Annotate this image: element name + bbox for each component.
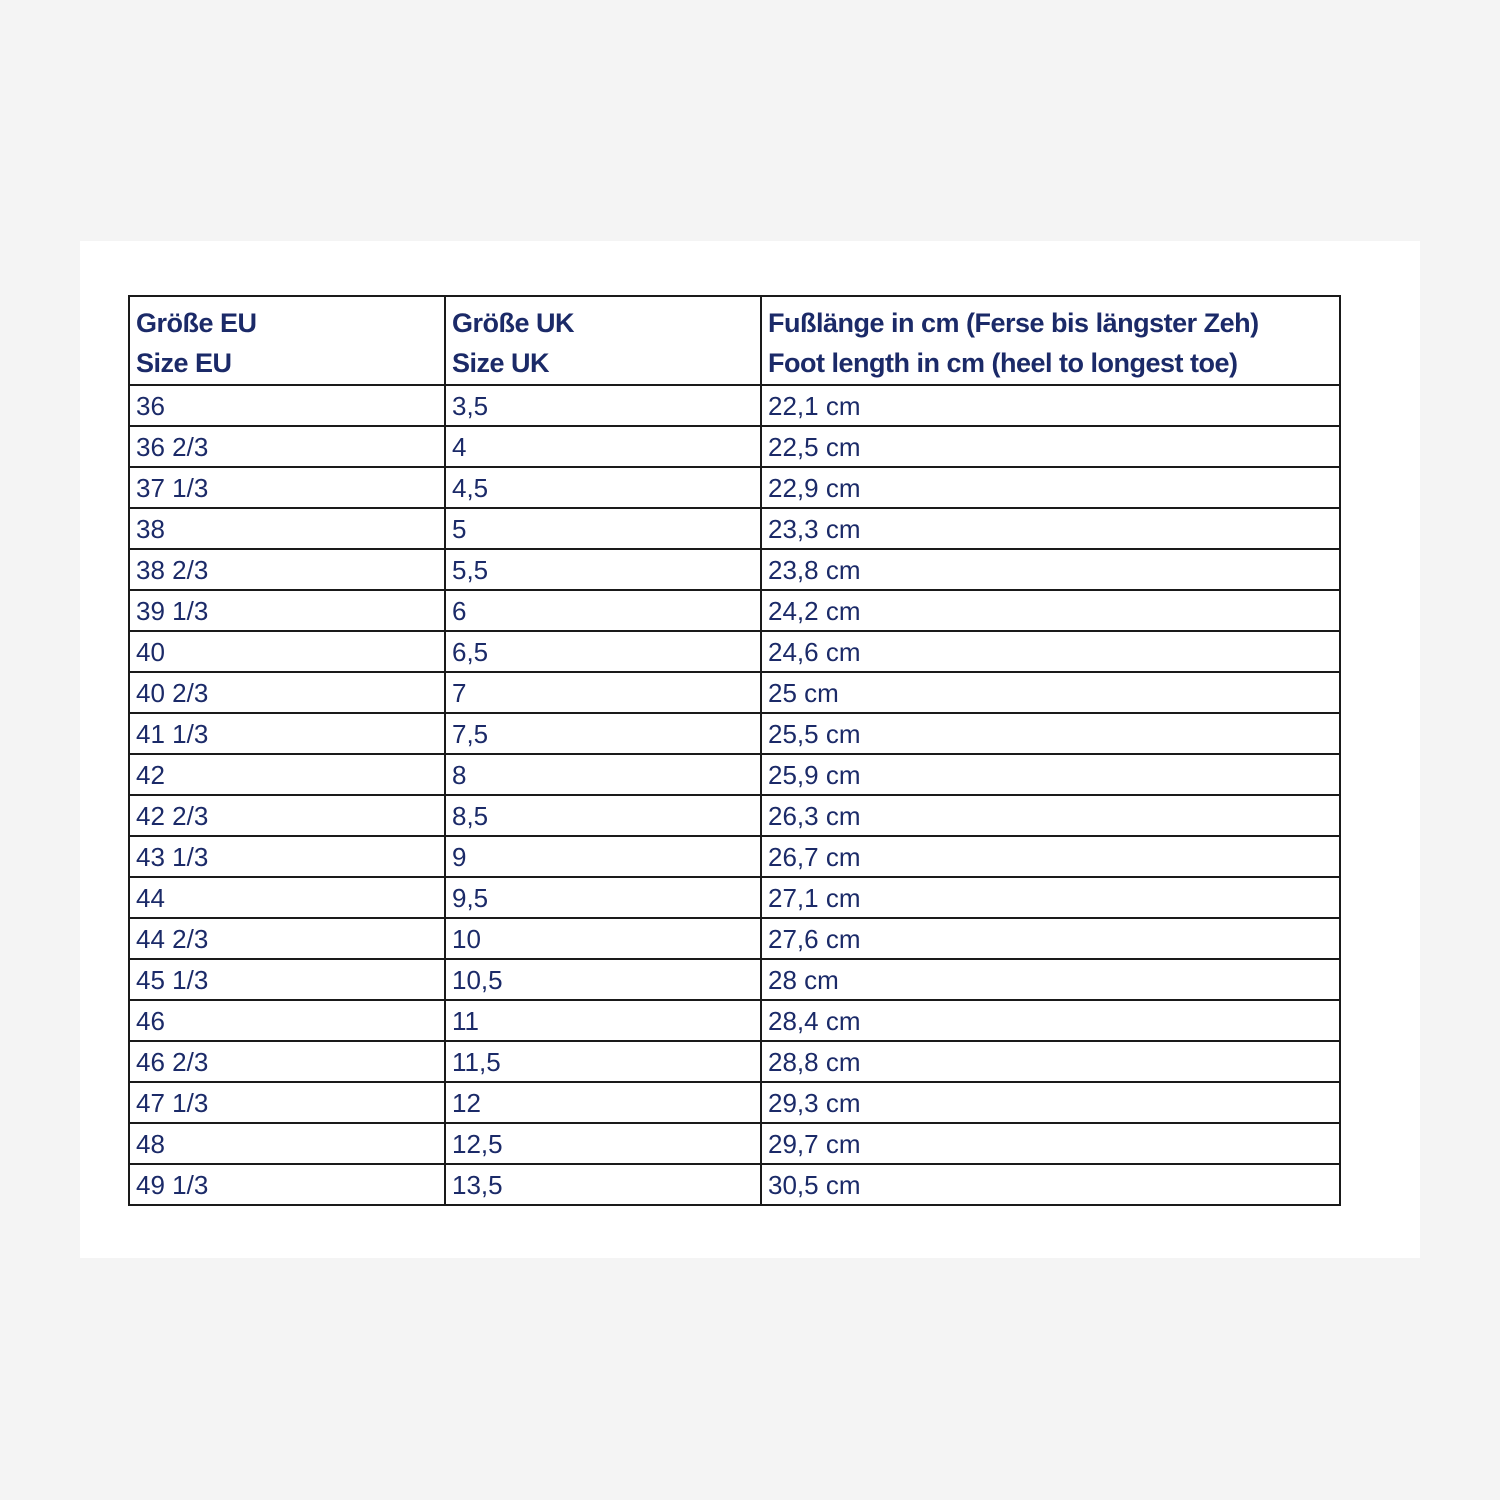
cell-size-eu: 48 bbox=[129, 1123, 445, 1164]
cell-size-uk: 7 bbox=[445, 672, 761, 713]
cell-size-eu: 40 bbox=[129, 631, 445, 672]
cell-size-uk: 10 bbox=[445, 918, 761, 959]
cell-size-eu: 39 1/3 bbox=[129, 590, 445, 631]
header-row bbox=[129, 296, 1340, 385]
cell-foot-length: 22,1 cm bbox=[761, 385, 1340, 426]
table-row bbox=[129, 754, 1340, 795]
header-label-en: Size EU bbox=[136, 347, 232, 378]
table-row bbox=[129, 426, 1340, 467]
table-row bbox=[129, 713, 1340, 754]
cell-size-eu: 44 bbox=[129, 877, 445, 918]
cell-size-uk: 7,5 bbox=[445, 713, 761, 754]
cell-size-eu: 49 1/3 bbox=[129, 1164, 445, 1205]
table-row bbox=[129, 508, 1340, 549]
table-row bbox=[129, 959, 1340, 1000]
cell-foot-length: 22,9 cm bbox=[761, 467, 1340, 508]
cell-size-uk: 3,5 bbox=[445, 385, 761, 426]
table-row bbox=[129, 549, 1340, 590]
header-label-de: Größe EU bbox=[136, 307, 257, 338]
cell-foot-length: 25,9 cm bbox=[761, 754, 1340, 795]
cell-foot-length: 30,5 cm bbox=[761, 1164, 1340, 1205]
cell-size-eu: 36 2/3 bbox=[129, 426, 445, 467]
header-label-en: Size UK bbox=[452, 347, 550, 378]
cell-foot-length: 23,3 cm bbox=[761, 508, 1340, 549]
table-row bbox=[129, 1041, 1340, 1082]
cell-foot-length: 22,5 cm bbox=[761, 426, 1340, 467]
cell-size-eu: 42 bbox=[129, 754, 445, 795]
cell-size-eu: 41 1/3 bbox=[129, 713, 445, 754]
header-label-de: Größe UK bbox=[452, 307, 575, 338]
cell-foot-length: 26,7 cm bbox=[761, 836, 1340, 877]
cell-size-eu: 47 1/3 bbox=[129, 1082, 445, 1123]
cell-size-uk: 11,5 bbox=[445, 1041, 761, 1082]
cell-size-eu: 36 bbox=[129, 385, 445, 426]
cell-foot-length: 28,8 cm bbox=[761, 1041, 1340, 1082]
cell-foot-length: 24,2 cm bbox=[761, 590, 1340, 631]
cell-foot-length: 27,6 cm bbox=[761, 918, 1340, 959]
cell-foot-length: 26,3 cm bbox=[761, 795, 1340, 836]
cell-foot-length: 27,1 cm bbox=[761, 877, 1340, 918]
cell-foot-length: 28,4 cm bbox=[761, 1000, 1340, 1041]
cell-size-uk: 13,5 bbox=[445, 1164, 761, 1205]
table-row bbox=[129, 467, 1340, 508]
table-body bbox=[129, 385, 1340, 1205]
table-row bbox=[129, 385, 1340, 426]
size-chart-table bbox=[128, 295, 1341, 1206]
cell-foot-length: 24,6 cm bbox=[761, 631, 1340, 672]
table-row bbox=[129, 1000, 1340, 1041]
header-label-en: Foot length in cm (heel to longest toe) bbox=[768, 347, 1238, 378]
cell-foot-length: 25 cm bbox=[761, 672, 1340, 713]
header-foot-length bbox=[761, 296, 1340, 385]
cell-size-eu: 40 2/3 bbox=[129, 672, 445, 713]
cell-size-eu: 46 bbox=[129, 1000, 445, 1041]
cell-size-eu: 46 2/3 bbox=[129, 1041, 445, 1082]
cell-size-eu: 38 2/3 bbox=[129, 549, 445, 590]
cell-size-eu: 38 bbox=[129, 508, 445, 549]
cell-size-uk: 8,5 bbox=[445, 795, 761, 836]
cell-size-eu: 45 1/3 bbox=[129, 959, 445, 1000]
cell-size-uk: 9,5 bbox=[445, 877, 761, 918]
cell-size-uk: 6 bbox=[445, 590, 761, 631]
cell-size-uk: 5,5 bbox=[445, 549, 761, 590]
table-row bbox=[129, 877, 1340, 918]
table-row bbox=[129, 1123, 1340, 1164]
cell-foot-length: 23,8 cm bbox=[761, 549, 1340, 590]
cell-size-uk: 8 bbox=[445, 754, 761, 795]
cell-size-eu: 44 2/3 bbox=[129, 918, 445, 959]
cell-size-uk: 12,5 bbox=[445, 1123, 761, 1164]
cell-size-uk: 12 bbox=[445, 1082, 761, 1123]
header-label-de: Fußlänge in cm (Ferse bis längster Zeh) bbox=[768, 307, 1259, 338]
table-row bbox=[129, 1164, 1340, 1205]
cell-foot-length: 29,7 cm bbox=[761, 1123, 1340, 1164]
cell-size-eu: 42 2/3 bbox=[129, 795, 445, 836]
cell-foot-length: 25,5 cm bbox=[761, 713, 1340, 754]
cell-size-uk: 4,5 bbox=[445, 467, 761, 508]
cell-size-eu: 37 1/3 bbox=[129, 467, 445, 508]
cell-size-uk: 9 bbox=[445, 836, 761, 877]
table-row bbox=[129, 631, 1340, 672]
cell-size-uk: 10,5 bbox=[445, 959, 761, 1000]
cell-size-uk: 4 bbox=[445, 426, 761, 467]
table-row bbox=[129, 836, 1340, 877]
cell-size-uk: 11 bbox=[445, 1000, 761, 1041]
table-row bbox=[129, 918, 1340, 959]
cell-size-uk: 6,5 bbox=[445, 631, 761, 672]
header-size-eu bbox=[129, 296, 445, 385]
cell-foot-length: 29,3 cm bbox=[761, 1082, 1340, 1123]
cell-size-eu: 43 1/3 bbox=[129, 836, 445, 877]
table-row bbox=[129, 1082, 1340, 1123]
cell-size-uk: 5 bbox=[445, 508, 761, 549]
table-row bbox=[129, 672, 1340, 713]
table-row bbox=[129, 590, 1340, 631]
size-chart-sheet bbox=[80, 241, 1420, 1258]
header-size-uk bbox=[445, 296, 761, 385]
cell-foot-length: 28 cm bbox=[761, 959, 1340, 1000]
table-row bbox=[129, 795, 1340, 836]
